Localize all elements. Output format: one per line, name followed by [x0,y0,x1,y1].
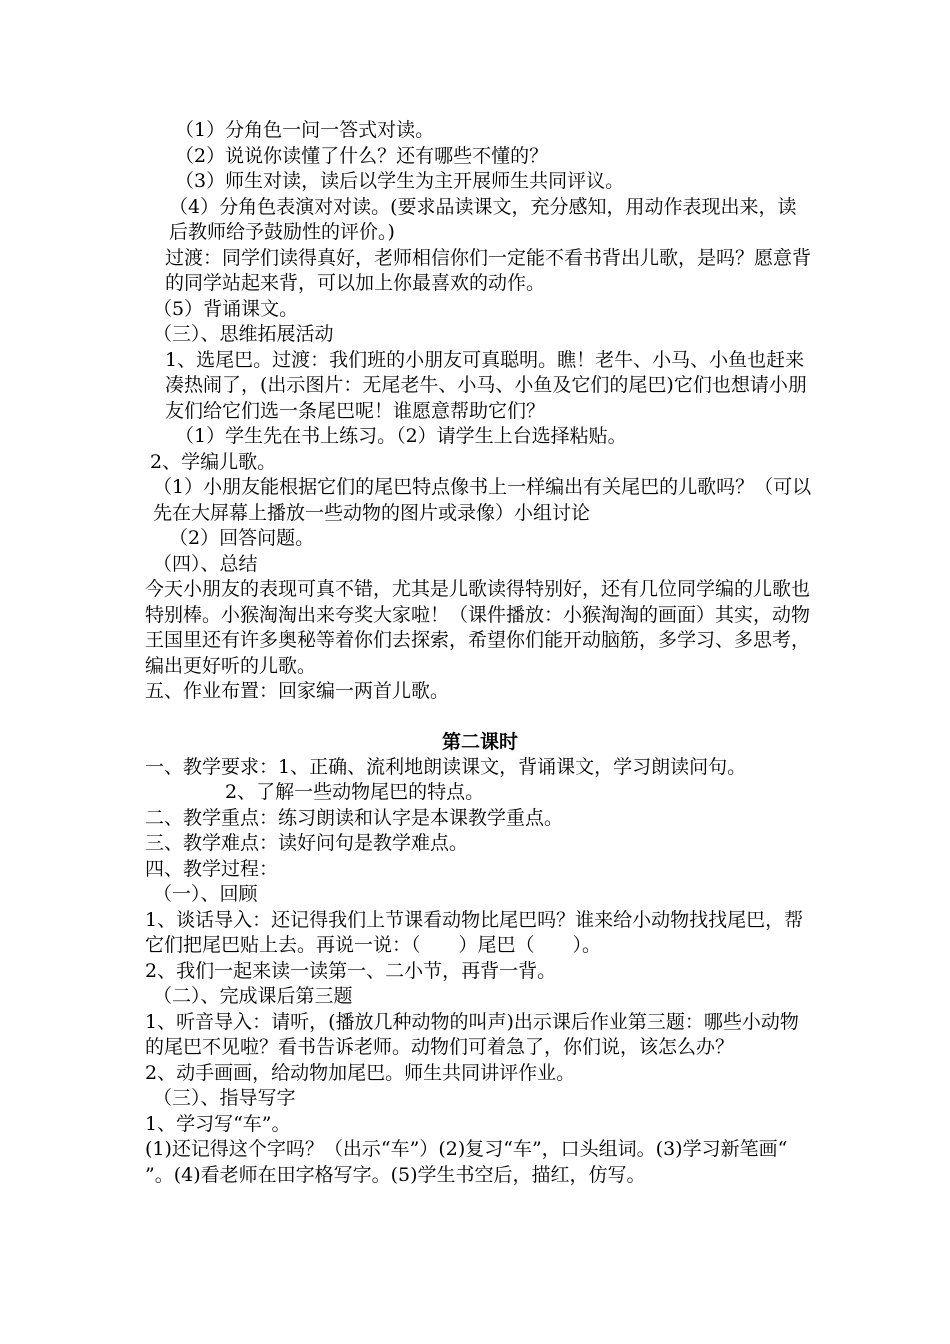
paragraph: （1）分角色一问一答式对读。 [175,119,435,141]
section-heading: （三）、思维拓展活动 [153,323,334,345]
paragraph: 过渡：同学们读得真好，老师相信你们一定能不看书背出儿歌，是吗？愿意背的同学站起来背，可以加上你最喜欢的动作。 [165,246,812,294]
paragraph: （1）学生先在书上练习。（2）请学生上台选择粘贴。 [175,425,627,447]
paragraph: 1、学习写“车”。 [145,1112,291,1135]
paragraph: 四、教学过程： [145,857,279,880]
section-heading: （四）、总结 [153,552,258,575]
paragraph: 2、学编儿歌。 [150,450,277,473]
paragraph: 1、谈话导入：还记得我们上节课看动物比尾巴吗？谁来给小动物找找尾巴，帮它们把尾巴贴上去。再说一说：（ ）尾巴（ ）。 [145,908,804,956]
paragraph: 一、教学要求：1、正确、流利地朗读课文，背诵课文，学习朗读问句。 [145,755,747,778]
paragraph: （1）小朋友能根据它们的尾巴特点像书上一样编出有关尾巴的儿歌吗？（可以先在大屏幕上播放一些动物的图片或录像）小组讨论 [153,476,812,524]
spacer [145,705,815,729]
section-heading: （二）、完成课后第三题 [153,985,353,1007]
paragraph: 三、教学难点：读好问句是教学难点。 [145,832,469,854]
paragraph: 1、选尾巴。过渡：我们班的小朋友可真聪明。瞧！老牛、小马、小鱼也赶来凑热闹了，(出示图片：无尾老牛、小马、小鱼及它们的尾巴)它们也想请小朋友们给它们选一条尾巴呢！谁愿意帮助它们？ [165,348,807,422]
paragraph: （3）师生对读，读后以学生为主开展师生共同评议。 [175,170,625,192]
paragraph: （4）分角色表演对对读。(要求品读课文，充分感知，用动作表现出来，读后教师给予鼓励性的评价。) [169,195,797,243]
section-heading: （三）、指导写字 [153,1087,296,1109]
paragraph: （2）说说你读懂了什么？还有哪些不懂的？ [175,144,549,167]
paragraph: （2）回答问题。 [169,527,315,549]
paragraph: 五、作业布置：回家编一两首儿歌。 [145,680,450,702]
lesson-heading: 第二课时 [441,730,518,753]
paragraph: （5）背诵课文。 [153,297,299,320]
section-heading: （一）、回顾 [153,883,258,905]
paragraph: 2、我们一起来读一读第一、二小节，再背一背。 [145,959,557,982]
paragraph: (1)还记得这个字吗？（出示“车”）(2)复习“车”，口头组词。(3)学习新笔画“ ”。(4)看老师在田字格写字。(5)学生书空后，描红，仿写。 [145,1138,788,1186]
paragraph: 2、了解一些动物尾巴的特点。 [225,781,485,803]
paragraph: 2、动手画画，给动物加尾巴。师生共同讲评作业。 [145,1061,576,1084]
paragraph: 二、教学重点：练习朗读和认字是本课教学重点。 [145,806,564,829]
paragraph: 今天小朋友的表现可真不错，尤其是儿歌读得特别好，还有几位同学编的儿歌也特别棒。小猴淘淘出来夸奖大家啦！（课件播放：小猴淘淘的画面）其实，动物王国里还有许多奥秘等着你们去探索，希望你们能开动脑筋，多学习、多思考，编出更好听的儿歌。 [145,578,811,677]
paragraph: 1、听音导入：请听，(播放几种动物的叫声)出示课后作业第三题：哪些小动物的尾巴不见啦？看书告诉老师。动物们可着急了，你们说，该怎么办？ [145,1010,799,1058]
document-page [145,118,815,1188]
